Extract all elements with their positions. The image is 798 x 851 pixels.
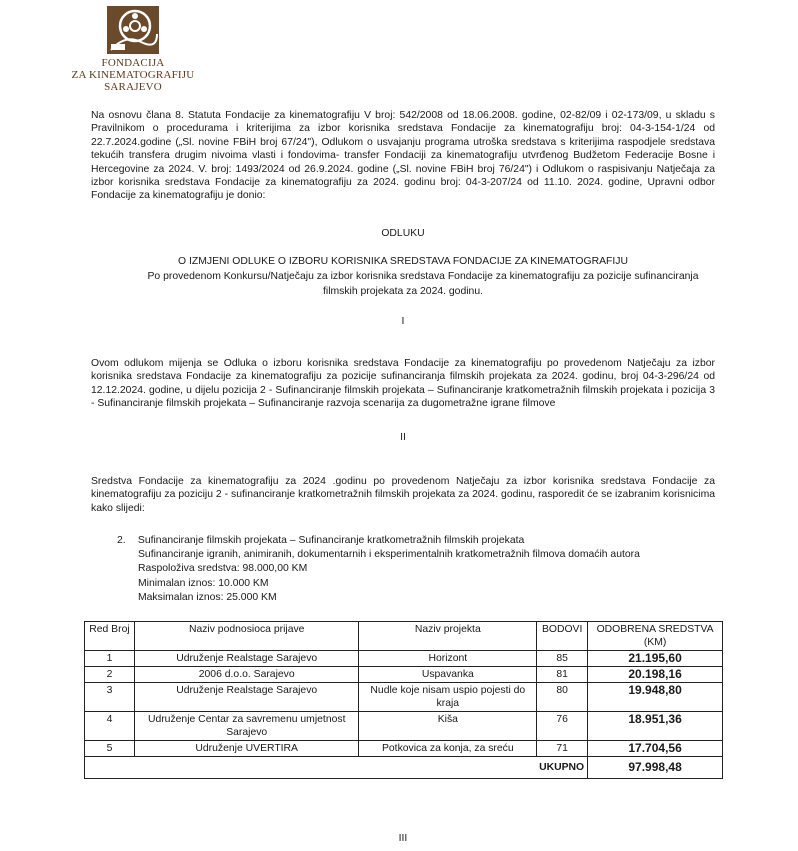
row-amount: 19.948,80 (588, 683, 723, 712)
table-header-row (85, 622, 723, 651)
logo-line-1: FONDACIJA (101, 57, 165, 69)
table-row (85, 712, 723, 741)
header-sredstva: ODOBRENA SREDSTVA (KM) (588, 622, 723, 651)
row-number: 5 (85, 741, 135, 757)
row-applicant: Udruženje Centar za savremenu umjetnost Sarajevo (134, 712, 359, 741)
table-row (85, 683, 723, 712)
header-red-broj: Red Broj (85, 622, 135, 651)
item-description: Sufinanciranje igranih, animiranih, dokumentarnih i eksperimentalnih kratkometražnih filmova domaćih autora (138, 549, 640, 560)
row-project: Kiša (359, 712, 537, 741)
item-available-funds: Raspoloživa sredstva: 98.000,00 KM (138, 563, 308, 574)
row-applicant: 2006 d.o.o. Sarajevo (134, 667, 359, 683)
section-2-heading: II (400, 432, 406, 443)
item-title (117, 534, 524, 547)
item-title-text: Sufinanciranje filmskih projekata – Sufinanciranje kratkometražnih filmskih projekata (137, 535, 525, 546)
intro-paragraph: Na osnovu člana 8. Statuta Fondacije za kinematografiju V broj: 542/2008 od 18.06.2008. godine, 02-82/09 i 02-173/09, u skladu s Pravilnikom o procedurama i kriterijima za izbor korisnika sredstava Fondacije za kinematografiju broj: 04-3-154-1/24 od 22.7.2024.godine („Sl. novine FBiH broj 67/24"), Odlukom o usvajanju programa utroška sredstava s kriterijima raspodjele sredstava tekućih transfera drugim nivoima vlasti i fondovima- transfer Fondaciji za kinematografiju utvrđenog Budžetom Federacije Bosne i Hercegovine za 2024. V. broj: 1493/2024 od 26.9.2024. godine („Sl. novine FBiH broj 76/24") i Odlukom o raspisivanju Natječaja za izbor korisnika sredstava Fondacije za kinematografiju za 2024. godinu broj: 04-3-207/24 od 11.10. 2024. godine, Upravni odbor Fondacije za kinematografiju je donio: (91, 110, 715, 202)
row-number: 4 (85, 712, 135, 741)
row-points: 71 (537, 741, 588, 757)
section-1-text: Ovom odlukom mijenja se Odluka o izboru korisnika sredstava Fondacije za kinematografiju po provedenom Natječaju za izbor korisnika sredstava Fondacije za kinematografiju za pozicije sufinanciranja filmskih projekata za 2024. godinu, broj 04-3-296/24 od 12.12.2024. godine, u dijelu pozicija 2 - Sufinanciranje filmskih projekata – Sufinanciranje kratkometražnih filmskih projekata i pozicija 3 - Sufinanciranje filmskih projekata – Sufinanciranje razvoja scenarija za dugometražne igrane filmove (91, 358, 715, 410)
decision-subheading-2: Po provedenom Konkursu/Natječaju za izbor korisnika sredstava Fondacije za kinematografiju za pozicije sufinanciranja (147, 271, 699, 282)
header-bodovi: BODOVI (537, 622, 588, 651)
table-total-row (85, 757, 723, 779)
table-row (85, 651, 723, 667)
row-project: Potkovica za konja, za sreću (359, 741, 537, 757)
row-amount: 20.198,16 (588, 667, 723, 683)
foundation-logo (68, 4, 198, 93)
row-project: Horizont (359, 651, 537, 667)
film-reel-logo-icon (105, 4, 161, 56)
row-project: Uspavanka (359, 667, 537, 683)
decision-subheading-1: O IZMJENI ODLUKE O IZBORU KORISNIKA SREDSTAVA FONDACIJE ZA KINEMATOGRAFIJU (178, 256, 628, 267)
total-label: UKUPNO (85, 757, 588, 779)
row-points: 80 (537, 683, 588, 712)
decision-subheading-3: filmskih projekata za 2024. godinu. (323, 286, 483, 297)
results-table (84, 621, 723, 779)
total-amount: 97.998,48 (588, 757, 723, 779)
row-points: 76 (537, 712, 588, 741)
table-row (85, 741, 723, 757)
item-number: 2. (117, 535, 126, 546)
header-podnosilac: Naziv podnosioca prijave (134, 622, 359, 651)
row-points: 85 (537, 651, 588, 667)
item-max-amount: Maksimalan iznos: 25.000 KM (138, 592, 277, 603)
section-3-heading: III (398, 833, 408, 844)
section-2-text: Sredstva Fondacije za kinematografiju za 2024 .godinu po provedenom Natječaju za izbor korisnika sredstava Fondacije za kinematografiju za poziciju 2 - sufinanciranje kratkometražnih filmskih projekata za 2024. godinu, rasporedit će se izabranim korisnicima kako slijedi: (91, 476, 715, 514)
table-row (85, 667, 723, 683)
logo-line-2: ZA KINEMATOGRAFIJU (71, 69, 195, 81)
row-points: 81 (537, 667, 588, 683)
row-amount: 21.195,60 (588, 651, 723, 667)
row-number: 2 (85, 667, 135, 683)
row-amount: 17.704,56 (588, 741, 723, 757)
item-min-amount: Minimalan iznos: 10.000 KM (138, 578, 269, 589)
row-number: 1 (85, 651, 135, 667)
header-projekat: Naziv projekta (359, 622, 537, 651)
logo-line-3: SARAJEVO (104, 81, 162, 93)
row-project: Nudle koje nisam uspio pojesti do kraja (359, 683, 537, 712)
row-amount: 18.951,36 (588, 712, 723, 741)
decision-heading: ODLUKU (381, 228, 425, 239)
row-applicant: Udruženje Realstage Sarajevo (134, 683, 359, 712)
row-number: 3 (85, 683, 135, 712)
row-applicant: Udruženje Realstage Sarajevo (134, 651, 359, 667)
section-1-heading: I (401, 316, 405, 327)
row-applicant: Udruženje UVERTIRA (134, 741, 359, 757)
